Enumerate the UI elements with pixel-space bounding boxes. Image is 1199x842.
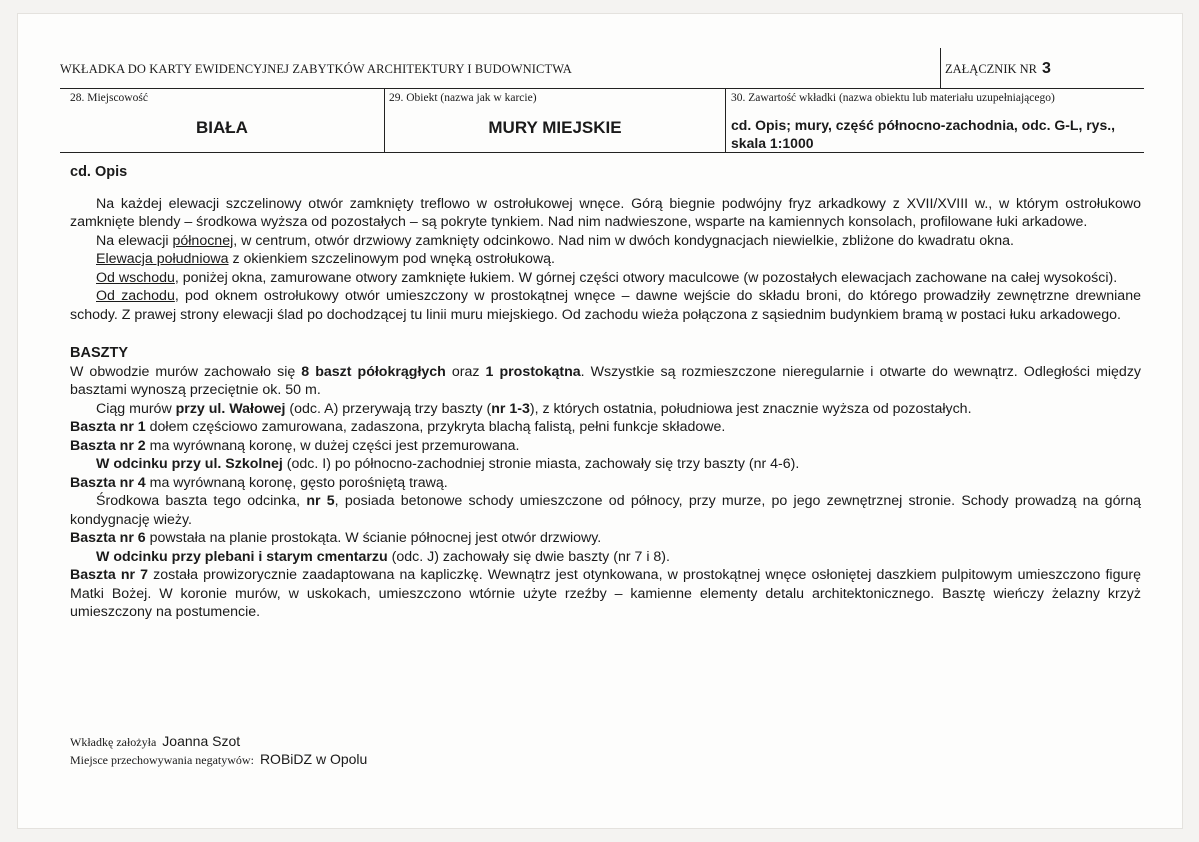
author-line xyxy=(70,733,240,750)
text: Na elewacji xyxy=(96,232,173,249)
field-28-label: 28. Miejscowość xyxy=(70,92,148,104)
text: ), z których ostatnia, południowa jest znacznie wyższa od pozostałych. xyxy=(529,400,972,417)
table-bottom-rule xyxy=(60,152,1144,153)
text: ma wyrównaną koronę, gęsto porośniętą trawą. xyxy=(145,474,448,491)
bold-term: W odcinku przy ul. Szkolnej xyxy=(96,456,283,472)
text: Ciąg murów xyxy=(96,400,176,417)
storage-location: ROBiDZ w Opolu xyxy=(259,751,368,767)
bold-term: nr 5 xyxy=(306,493,335,509)
header-divider xyxy=(940,48,941,88)
paragraph xyxy=(70,492,1141,529)
paragraph: Na każdej elewacji szczelinowy otwór zamknięty treflowo w ostrołukowej wnęce. Górą biegnie podwójny fryz arkadkowy z XVII/XVIII w., w którym ostrołukowo zamknięte blendy – środkowa wyższa od pozostałych – są pokryte tynkiem. Nad nim nadwieszone, wsparte na kamiennych konsolach, profilowane łuki arkadowe. xyxy=(70,195,1141,230)
paragraph xyxy=(70,566,1141,622)
text: , posiada betonowe schody umieszczone od północy, przy murze, po jego zewnętrznej stronie. Schody prowadzą na górną kondygnację wieży. xyxy=(70,493,1141,528)
bold-term: przy ul. Wałowej xyxy=(175,400,286,417)
field-30-value: cd. Opis; mury, część północno-zachodnia, odc. G-L, rys., skala 1:1000 xyxy=(731,117,1116,151)
storage-label: Miejsce przechowywania negatywów: xyxy=(70,753,254,767)
table-top-rule xyxy=(60,88,1144,89)
paragraph xyxy=(70,474,1141,493)
bold-term: Baszta nr 6 xyxy=(70,530,146,546)
paragraph xyxy=(70,400,1141,419)
text: , pod oknem ostrołukowy otwór umieszczony w prostokątnej wnęce – dawne wejście do składu broni, do którego prowadziły zewnętrzne drewniane schody. Z prawej strony elewacji ślad po dochodzącej tu linii muru miejskiego. Od zachodu wieża połączona z sąsiednim budynkiem bramą w postaci łuku arkadowego. xyxy=(70,288,1141,323)
bold-term: 8 baszt półokrągłych xyxy=(301,363,446,380)
bold-term: nr 1-3 xyxy=(491,400,530,417)
paragraph xyxy=(70,363,1141,400)
paragraph xyxy=(70,529,1141,548)
attachment-value: 3 xyxy=(1042,60,1051,77)
text: . Wszystkie są rozmieszczone nieregularnie i otwarte do wewnątrz. Odległości między basztami wynoszą przeciętnie ok. 50 m. xyxy=(70,363,1142,398)
field-28-value: BIAŁA xyxy=(196,118,248,137)
text: dołem częściowo zamurowana, zadaszona, przykryta blachą falistą, pełni funkcje składowe. xyxy=(145,419,726,435)
bold-term: W odcinku przy plebani i starym cmentarzu xyxy=(96,548,388,565)
paragraph xyxy=(70,548,1141,567)
text: z okienkiem szczelinowym pod wnęką ostrołukową. xyxy=(228,251,555,267)
document-body xyxy=(70,163,1141,622)
text: (odc. J) zachowały się dwie baszty (nr 7 i 8). xyxy=(387,548,670,565)
author-label: Wkładkę założyła xyxy=(70,735,157,749)
text: , w centrum, otwór drzwiowy zamknięty odcinkowo. Nad nim w dwóch kondygnacjach niewielkie, zbliżone do kwadratu okna. xyxy=(233,232,1014,249)
text: ma wyrównaną koronę, w dużej części jest przemurowana. xyxy=(145,437,520,454)
section-heading-baszty: BASZTY xyxy=(70,345,128,361)
paragraph xyxy=(70,232,1141,251)
underlined-term: Od zachodu xyxy=(96,288,175,304)
storage-line xyxy=(70,751,367,768)
text: (odc. I) po północno-zachodniej stronie miasta, zachowały się trzy baszty (nr 4-6). xyxy=(282,456,800,472)
attachment-number xyxy=(945,60,1051,78)
column-divider-1 xyxy=(384,88,385,152)
column-divider-2 xyxy=(725,88,726,152)
text: została prowizorycznie zaadaptowana na kapliczkę. Wewnątrz jest otynkowana, w prostokątnej wnęce osłoniętej daszkiem pulpitowym umieszczono figurę Matki Bożej. W koronie murów, w uskokach, umieszczono wtórnie użyte rzeźby – kamienne elementy detalu architektonicznego. Basztę wieńczy żelazny krzyż umieszczony na postumencie. xyxy=(70,567,1141,620)
bold-term: Baszta nr 1 xyxy=(70,419,146,435)
attachment-label: ZAŁĄCZNIK NR xyxy=(945,62,1038,76)
text: , poniżej okna, zamurowane otwory zamknięte łukiem. W górnej części otwory maculcowe (w pozostałych elewacjach zachowane na całej wysokości). xyxy=(174,269,1118,286)
underlined-term: Elewacja południowa xyxy=(96,251,229,267)
underlined-term: Od wschodu xyxy=(96,269,175,286)
underlined-term: północnej xyxy=(172,232,234,249)
field-29-label: 29. Obiekt (nazwa jak w karcie) xyxy=(389,92,537,104)
text: oraz xyxy=(445,363,486,380)
bold-term: 1 prostokątna xyxy=(485,363,581,380)
paragraph xyxy=(70,287,1141,324)
paragraph xyxy=(70,455,1141,474)
paragraph xyxy=(70,269,1141,288)
text: powstała na planie prostokąta. W ścianie północnej jest otwór drzwiowy. xyxy=(145,530,602,546)
paragraph xyxy=(70,437,1141,456)
bold-term: Baszta nr 7 xyxy=(70,567,149,583)
bold-term: Baszta nr 4 xyxy=(70,474,146,491)
text: Środkowa baszta tego odcinka, xyxy=(96,493,307,509)
paragraph xyxy=(70,250,1141,269)
author-name: Joanna Szot xyxy=(162,733,241,749)
bold-term: Baszta nr 2 xyxy=(70,437,146,454)
section-heading-opis: cd. Opis xyxy=(70,164,128,180)
paragraph xyxy=(70,418,1141,437)
field-30-label: 30. Zawartość wkładki (nazwa obiektu lub materiału uzupełniającego) xyxy=(731,92,1055,104)
field-29-value: MURY MIEJSKIE xyxy=(488,118,622,137)
text: W obwodzie murów zachowało się xyxy=(70,363,302,380)
form-title: WKŁADKA DO KARTY EWIDENCYJNEJ ZABYTKÓW ARCHITEKTURY I BUDOWNICTWA xyxy=(60,62,572,76)
text: (odc. A) przerywają trzy baszty ( xyxy=(285,400,492,417)
